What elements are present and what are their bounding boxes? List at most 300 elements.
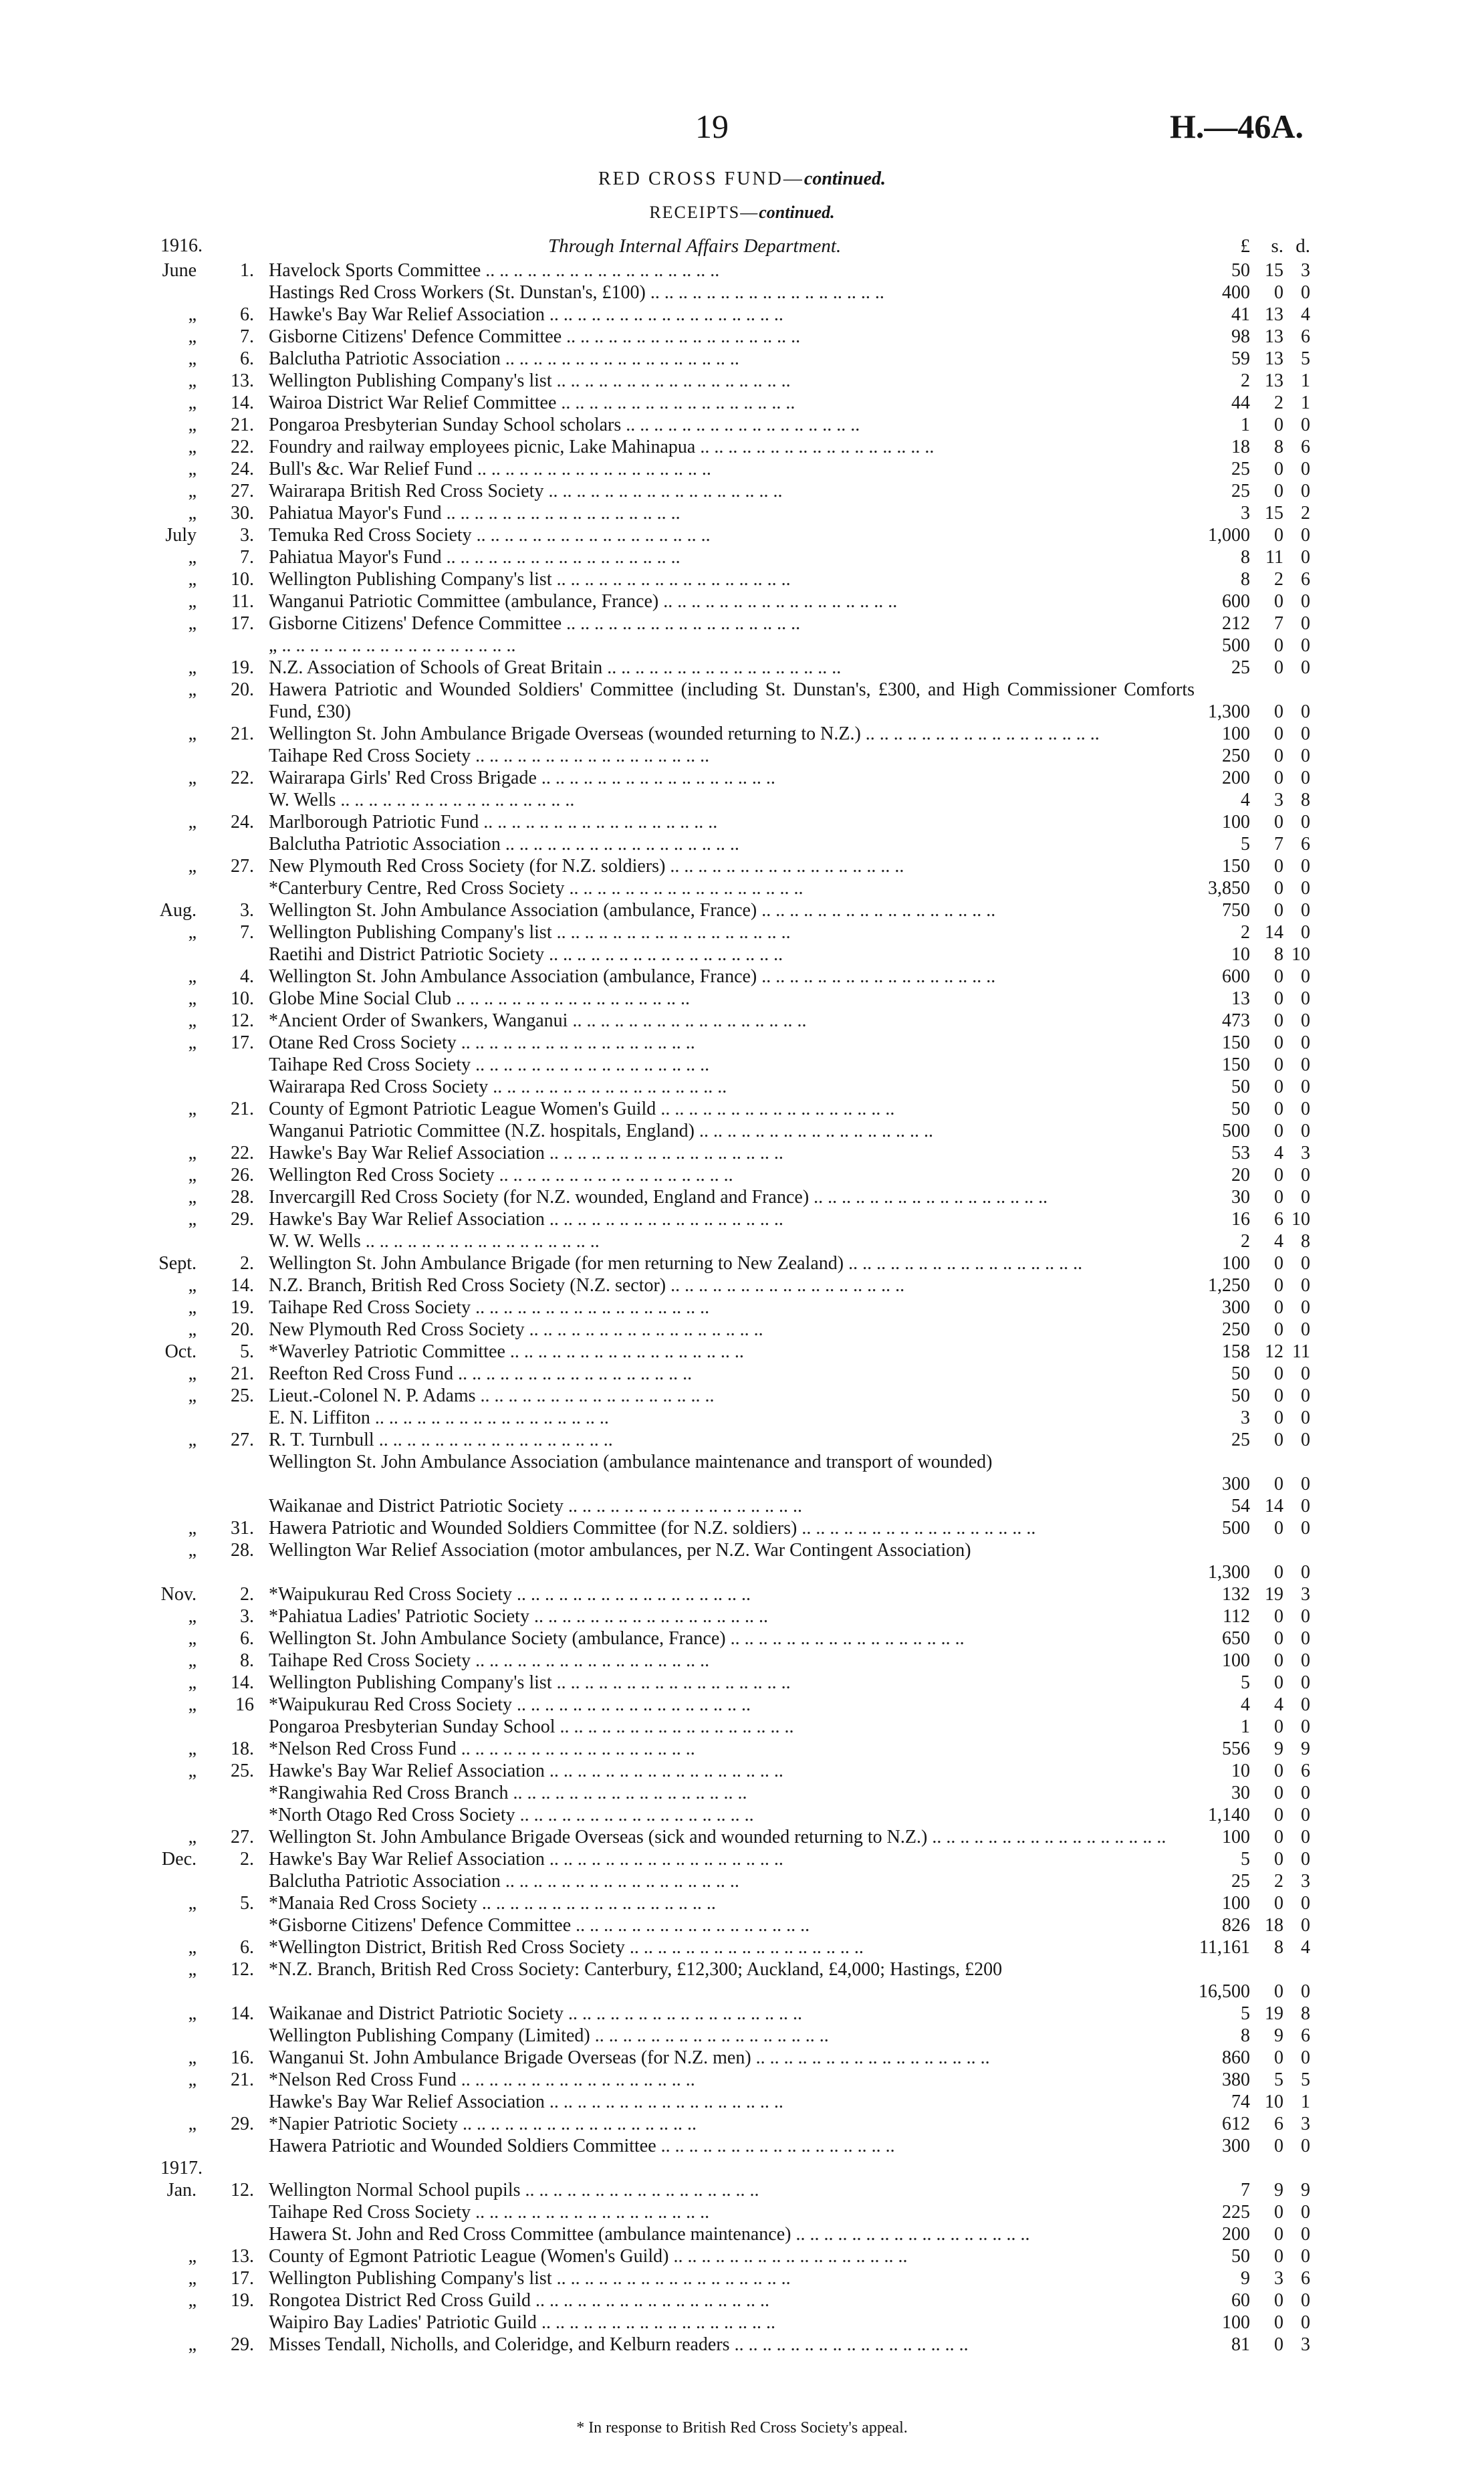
- shillings-cell: 11: [1265, 547, 1283, 568]
- pounds-cell: 2: [1241, 1231, 1250, 1252]
- shillings-cell: 14: [1265, 922, 1283, 943]
- pounds-cell: 826: [1222, 1915, 1250, 1936]
- pounds-cell: 1,250: [1208, 1275, 1250, 1296]
- day-cell: 6.: [240, 304, 254, 325]
- description-cell: Hawke's Bay War Relief Association .. .. .. .. .. .. .. .. .. .. .. .. .. .. .. .. ..: [269, 1761, 783, 1781]
- ledger-row: [134, 1297, 1310, 1319]
- ledger-row: [134, 2091, 1310, 2113]
- month-cell: „: [188, 1430, 197, 1450]
- description-cell: Wellington Publishing Company's list .. .. .. .. .. .. .. .. .. .. .. .. .. .. .. .. ..: [269, 922, 791, 943]
- pence-cell: 1: [1301, 370, 1310, 391]
- pence-cell: 3: [1301, 1143, 1310, 1163]
- description-cell: Globe Mine Social Club .. .. .. .. .. .. .. .. .. .. .. .. .. .. .. .. ..: [269, 988, 690, 1009]
- pence-header: d.: [1295, 235, 1310, 257]
- month-cell: July: [165, 525, 197, 546]
- shillings-cell: 0: [1274, 1716, 1283, 1737]
- pounds-header: £: [1240, 235, 1250, 257]
- pounds-cell: 3: [1241, 1407, 1250, 1428]
- ledger-row: [134, 2179, 1310, 2201]
- day-cell: 21.: [231, 1099, 254, 1119]
- pounds-cell: 60: [1231, 2290, 1250, 2311]
- pence-cell: 0: [1301, 1783, 1310, 1803]
- pounds-cell: 1,140: [1208, 1805, 1250, 1825]
- month-cell: „: [188, 1694, 197, 1715]
- pounds-cell: 2: [1241, 922, 1250, 943]
- month-cell: „: [188, 1959, 197, 1980]
- shillings-cell: 0: [1274, 1032, 1283, 1053]
- ledger-row: [134, 370, 1310, 392]
- ledger-row: [134, 679, 1310, 723]
- description-cell: Taihape Red Cross Society .. .. .. .. .. .. .. .. .. .. .. .. .. .. .. .. ..: [269, 1297, 710, 1318]
- ledger-row: [134, 612, 1310, 635]
- pence-cell: 0: [1301, 525, 1310, 546]
- pence-cell: 3: [1301, 2114, 1310, 2134]
- month-cell: „: [188, 2268, 197, 2289]
- pounds-cell: 4: [1241, 1694, 1250, 1715]
- shillings-cell: 0: [1274, 1165, 1283, 1186]
- pounds-cell: 612: [1222, 2114, 1250, 2134]
- month-cell: „: [188, 1650, 197, 1671]
- ledger-row: [134, 1164, 1310, 1186]
- description-cell: Wanganui Patriotic Committee (ambulance, France) .. .. .. .. .. .. .. .. .. .. .. .. .. .. .. .. ..: [269, 591, 898, 612]
- description-cell: Wairoa District War Relief Committee .. .. .. .. .. .. .. .. .. .. .. .. .. .. .. .. ..: [269, 392, 795, 413]
- description-cell: Hawke's Bay War Relief Association .. .. .. .. .. .. .. .. .. .. .. .. .. .. .. .. ..: [269, 1849, 783, 1870]
- description-cell: Hastings Red Cross Workers (St. Dunstan's, £100) .. .. .. .. .. .. .. .. .. .. .. .. .. .. .. .. ..: [269, 282, 884, 303]
- pounds-cell: 5: [1241, 1849, 1250, 1870]
- month-cell: „: [188, 856, 197, 877]
- year-label: 1917.: [160, 2158, 203, 2178]
- ledger-row: [134, 767, 1310, 789]
- shillings-cell: 2: [1274, 569, 1283, 590]
- ledger-row: [134, 1385, 1310, 1407]
- shillings-cell: 0: [1274, 1628, 1283, 1649]
- description-cell: *Napier Patriotic Society .. .. .. .. .. .. .. .. .. .. .. .. .. .. .. .. ..: [269, 2114, 697, 2134]
- ledger-row: [134, 789, 1310, 811]
- day-cell: 13.: [231, 2246, 254, 2267]
- day-cell: 31.: [231, 1518, 254, 1539]
- ledger-row: [134, 546, 1310, 568]
- ledger-row: [134, 1098, 1310, 1120]
- ledger-row: [134, 2289, 1310, 2312]
- shillings-cell: 8: [1274, 1937, 1283, 1958]
- shillings-cell: 6: [1274, 1209, 1283, 1230]
- description-cell: *Nelson Red Cross Fund .. .. .. .. .. .. .. .. .. .. .. .. .. .. .. .. ..: [269, 2069, 695, 2090]
- day-cell: 29.: [231, 2334, 254, 2355]
- month-cell: „: [188, 2069, 197, 2090]
- shillings-cell: 5: [1274, 2069, 1283, 2090]
- pounds-cell: 5: [1241, 1672, 1250, 1693]
- pounds-cell: 100: [1222, 1650, 1250, 1671]
- ledger-row: [134, 1716, 1310, 1738]
- month-cell: Oct.: [164, 1341, 197, 1362]
- day-cell: 19.: [231, 2290, 254, 2311]
- year-heading: [134, 2157, 1310, 2179]
- shillings-cell: 0: [1274, 878, 1283, 899]
- month-cell: „: [188, 1165, 197, 1186]
- page-subtitle: [0, 203, 1484, 223]
- pence-cell: 0: [1301, 1054, 1310, 1075]
- day-cell: 22.: [231, 437, 254, 457]
- description-cell: Wanganui Patriotic Committee (N.Z. hospitals, England) .. .. .. .. .. .. .. .. .. .. .. .. .. .. .. .. ..: [269, 1121, 933, 1141]
- ledger-row: [134, 502, 1310, 524]
- pounds-cell: 500: [1222, 635, 1250, 656]
- shillings-cell: 0: [1274, 2224, 1283, 2245]
- pence-cell: 6: [1301, 569, 1310, 590]
- month-cell: „: [188, 1672, 197, 1693]
- shillings-cell: 0: [1274, 1275, 1283, 1296]
- shillings-cell: 0: [1274, 1672, 1283, 1693]
- description-cell: E. N. Liffiton .. .. .. .. .. .. .. .. .. .. .. .. .. .. .. .. ..: [269, 1407, 609, 1428]
- month-cell: „: [188, 922, 197, 943]
- day-cell: 17.: [231, 1032, 254, 1053]
- ledger-row: [134, 281, 1310, 304]
- pounds-cell: 30: [1231, 1187, 1250, 1208]
- pounds-cell: 100: [1222, 812, 1250, 832]
- day-cell: 8.: [240, 1650, 254, 1671]
- pounds-cell: 11,161: [1199, 1937, 1250, 1958]
- pence-cell: 0: [1301, 1694, 1310, 1715]
- ledger-row: [134, 1738, 1310, 1760]
- description-cell: Pahiatua Mayor's Fund .. .. .. .. .. .. .. .. .. .. .. .. .. .. .. .. ..: [269, 503, 681, 524]
- month-cell: Sept.: [158, 1253, 197, 1274]
- shillings-cell: 2: [1274, 1871, 1283, 1892]
- ledger-row: [134, 2267, 1310, 2289]
- pence-cell: 0: [1301, 966, 1310, 987]
- ledger-row: [134, 1319, 1310, 1341]
- title-main: RED CROSS FUND—: [598, 168, 804, 189]
- description-cell: Misses Tendall, Nicholls, and Coleridge, and Kelburn readers .. .. .. .. .. .. .. .. .. .. .. .. .. .. .. .. ..: [269, 2334, 969, 2355]
- pounds-cell: 750: [1222, 900, 1250, 921]
- pence-cell: 0: [1301, 1518, 1310, 1539]
- month-cell: Nov.: [160, 1584, 197, 1605]
- day-cell: 27.: [231, 481, 254, 501]
- pounds-cell: 13: [1231, 988, 1250, 1009]
- pence-cell: 0: [1301, 2224, 1310, 2245]
- shillings-cell: 0: [1274, 1474, 1283, 1494]
- description-cell: Waikanae and District Patriotic Society .. .. .. .. .. .. .. .. .. .. .. .. .. .. .. .. ..: [269, 2003, 802, 2024]
- pence-cell: 6: [1301, 326, 1310, 347]
- pence-cell: 0: [1301, 282, 1310, 303]
- shillings-cell: 12: [1265, 1341, 1283, 1362]
- subtitle-main: RECEIPTS—: [649, 203, 759, 222]
- pence-cell: 0: [1301, 2136, 1310, 2156]
- description-cell: Pongaroa Presbyterian Sunday School .. .. .. .. .. .. .. .. .. .. .. .. .. .. .. .. ..: [269, 1716, 794, 1737]
- pounds-cell: 556: [1222, 1738, 1250, 1759]
- month-cell: „: [188, 348, 197, 369]
- month-cell: „: [188, 723, 197, 744]
- month-cell: „: [188, 1275, 197, 1296]
- day-cell: 18.: [231, 1738, 254, 1759]
- ledger-row: [134, 2047, 1310, 2069]
- description-cell: Otane Red Cross Society .. .. .. .. .. .. .. .. .. .. .. .. .. .. .. .. ..: [269, 1032, 695, 1053]
- pence-cell: 6: [1301, 2268, 1310, 2289]
- pounds-cell: 3: [1241, 503, 1250, 524]
- document-code: H.—46A.: [1170, 108, 1304, 145]
- month-cell: „: [188, 503, 197, 524]
- day-cell: 3.: [240, 900, 254, 921]
- pence-cell: 8: [1301, 790, 1310, 810]
- shillings-cell: 0: [1274, 1054, 1283, 1075]
- description-cell: Hawke's Bay War Relief Association .. .. .. .. .. .. .. .. .. .. .. .. .. .. .. .. ..: [269, 1143, 783, 1163]
- month-cell: „: [188, 1540, 197, 1561]
- shillings-cell: 0: [1274, 2246, 1283, 2267]
- pence-cell: 0: [1301, 878, 1310, 899]
- ledger-row: [134, 348, 1310, 370]
- ledger-row: [134, 392, 1310, 414]
- day-cell: 3.: [240, 525, 254, 546]
- ledger-row: [134, 2223, 1310, 2245]
- description-cell: Wellington St. John Ambulance Association (ambulance maintenance and transport of wounded): [269, 1452, 993, 1472]
- pounds-cell: 500: [1222, 1518, 1250, 1539]
- pounds-cell: 50: [1231, 1099, 1250, 1119]
- day-cell: 20.: [231, 679, 254, 700]
- description-cell: Lieut.-Colonel N. P. Adams .. .. .. .. .. .. .. .. .. .. .. .. .. .. .. .. ..: [269, 1385, 715, 1406]
- description-cell: Hawke's Bay War Relief Association .. .. .. .. .. .. .. .. .. .. .. .. .. .. .. .. ..: [269, 1209, 783, 1230]
- description-cell: W. Wells .. .. .. .. .. .. .. .. .. .. .. .. .. .. .. .. ..: [269, 790, 575, 810]
- description-cell: *Wellington District, British Red Cross Society .. .. .. .. .. .. .. .. .. .. .. .. .. .. .. .. ..: [269, 1937, 864, 1958]
- month-cell: „: [188, 1606, 197, 1627]
- pence-cell: 0: [1301, 1077, 1310, 1097]
- month-cell: „: [188, 1187, 197, 1208]
- month-cell: „: [188, 392, 197, 413]
- pence-cell: 5: [1301, 348, 1310, 369]
- pence-cell: 0: [1301, 1275, 1310, 1296]
- day-cell: 5.: [240, 1341, 254, 1362]
- shillings-cell: 19: [1265, 2003, 1283, 2024]
- shillings-cell: 0: [1274, 900, 1283, 921]
- pounds-cell: 25: [1231, 1430, 1250, 1450]
- shillings-cell: 0: [1274, 1121, 1283, 1141]
- pounds-cell: 20: [1231, 1165, 1250, 1186]
- month-cell: „: [188, 966, 197, 987]
- month-cell: June: [162, 260, 197, 281]
- day-cell: 6.: [240, 348, 254, 369]
- pounds-cell: 200: [1222, 768, 1250, 788]
- shillings-cell: 0: [1274, 1893, 1283, 1914]
- pence-cell: 4: [1301, 1937, 1310, 1958]
- shillings-cell: 10: [1265, 2092, 1283, 2112]
- description-cell: Wellington St. John Ambulance Brigade Overseas (wounded returning to N.Z.) .. .. .. .. .. .. .. .. .. .. .. .. .. .. .. .. ..: [269, 723, 1100, 744]
- day-cell: 19.: [231, 657, 254, 678]
- pounds-cell: 25: [1231, 481, 1250, 501]
- description-cell: *Gisborne Citizens' Defence Committee .. .. .. .. .. .. .. .. .. .. .. .. .. .. .. .. ..: [269, 1915, 810, 1936]
- day-cell: 24.: [231, 812, 254, 832]
- shillings-cell: 3: [1274, 2268, 1283, 2289]
- pence-cell: 0: [1301, 1474, 1310, 1494]
- ledger-row: [134, 1010, 1310, 1032]
- description-cell: Wellington Publishing Company (Limited) .. .. .. .. .. .. .. .. .. .. .. .. .. .. .. .. ..: [269, 2025, 829, 2046]
- description-cell: *Waipukurau Red Cross Society .. .. .. .. .. .. .. .. .. .. .. .. .. .. .. .. ..: [269, 1584, 751, 1605]
- pounds-cell: 50: [1231, 1077, 1250, 1097]
- description-cell: Pongaroa Presbyterian Sunday School scholars .. .. .. .. .. .. .. .. .. .. .. .. .. .. .. .. ..: [269, 415, 860, 435]
- ledger-row: [134, 2135, 1310, 2157]
- pounds-cell: 158: [1222, 1341, 1250, 1362]
- description-cell: Taihape Red Cross Society .. .. .. .. .. .. .. .. .. .. .. .. .. .. .. .. ..: [269, 2202, 710, 2223]
- pounds-cell: 8: [1241, 547, 1250, 568]
- day-cell: 16.: [231, 2047, 254, 2068]
- day-cell: 17.: [231, 2268, 254, 2289]
- ledger-row: [134, 2003, 1310, 2025]
- pence-cell: 0: [1301, 635, 1310, 656]
- pounds-cell: 860: [1222, 2047, 1250, 2068]
- shillings-cell: 0: [1274, 1650, 1283, 1671]
- pence-cell: 11: [1292, 1341, 1310, 1362]
- pence-cell: 10: [1291, 1209, 1310, 1230]
- pounds-cell: 50: [1231, 1363, 1250, 1384]
- day-cell: 7.: [240, 326, 254, 347]
- shillings-cell: 19: [1265, 1584, 1283, 1605]
- pence-cell: 8: [1301, 1231, 1310, 1252]
- pence-cell: 0: [1301, 1496, 1310, 1516]
- ledger-row: [134, 1826, 1310, 1848]
- pounds-cell: 100: [1222, 1827, 1250, 1847]
- ledger-row: [134, 1848, 1310, 1870]
- ledger-row: [134, 988, 1310, 1010]
- shillings-cell: 18: [1265, 1915, 1283, 1936]
- pounds-cell: 600: [1222, 591, 1250, 612]
- pence-cell: 10: [1291, 944, 1310, 965]
- month-cell: „: [188, 437, 197, 457]
- pounds-cell: 300: [1222, 1297, 1250, 1318]
- description-cell: Rongotea District Red Cross Guild .. .. .. .. .. .. .. .. .. .. .. .. .. .. .. .. ..: [269, 2290, 769, 2311]
- ledger-row: [134, 877, 1310, 899]
- shillings-cell: 0: [1274, 2312, 1283, 2333]
- description-cell: Wairarapa Girls' Red Cross Brigade .. .. .. .. .. .. .. .. .. .. .. .. .. .. .. .. ..: [269, 768, 775, 788]
- day-cell: 14.: [231, 2003, 254, 2024]
- title-continued: continued.: [803, 168, 886, 189]
- description-cell: Balclutha Patriotic Association .. .. .. .. .. .. .. .. .. .. .. .. .. .. .. .. ..: [269, 834, 739, 855]
- month-cell: „: [188, 2114, 197, 2134]
- month-cell: „: [188, 415, 197, 435]
- section-title: Through Internal Affairs Department.: [548, 235, 842, 257]
- pence-cell: 1: [1301, 392, 1310, 413]
- month-cell: „: [188, 370, 197, 391]
- pence-cell: 0: [1301, 723, 1310, 744]
- ledger-row: [134, 1363, 1310, 1385]
- pounds-cell: 4: [1241, 790, 1250, 810]
- pounds-cell: 200: [1222, 2224, 1250, 2245]
- day-cell: 6.: [240, 1937, 254, 1958]
- month-cell: „: [188, 459, 197, 479]
- pence-cell: 6: [1301, 437, 1310, 457]
- day-cell: 21.: [231, 415, 254, 435]
- description-cell: Taihape Red Cross Society .. .. .. .. .. .. .. .. .. .. .. .. .. .. .. .. ..: [269, 1650, 710, 1671]
- pence-cell: 6: [1301, 2025, 1310, 2046]
- pounds-cell: 100: [1222, 1253, 1250, 1274]
- ledger-row: [134, 2334, 1310, 2356]
- shillings-cell: 7: [1274, 834, 1283, 855]
- shillings-cell: 0: [1274, 1562, 1283, 1583]
- pounds-cell: 41: [1231, 304, 1250, 325]
- pence-cell: 0: [1301, 1319, 1310, 1340]
- pence-cell: 0: [1301, 2312, 1310, 2333]
- shillings-cell: 15: [1265, 503, 1283, 524]
- month-cell: „: [188, 547, 197, 568]
- ledger-row: [134, 1804, 1310, 1826]
- ledger-row: [134, 1517, 1310, 1539]
- pounds-cell: 2: [1241, 370, 1250, 391]
- shillings-cell: 0: [1274, 746, 1283, 766]
- ledger-row: [134, 1341, 1310, 1363]
- description-cell: Raetihi and District Patriotic Society .. .. .. .. .. .. .. .. .. .. .. .. .. .. .. .. ..: [269, 944, 783, 965]
- ledger-row: [134, 304, 1310, 326]
- shillings-cell: 0: [1274, 2136, 1283, 2156]
- description-cell: Pahiatua Mayor's Fund .. .. .. .. .. .. .. .. .. .. .. .. .. .. .. .. ..: [269, 547, 681, 568]
- ledger-row: [134, 1120, 1310, 1142]
- description-cell: Reefton Red Cross Fund .. .. .. .. .. .. .. .. .. .. .. .. .. .. .. .. ..: [269, 1363, 693, 1384]
- month-cell: „: [188, 1738, 197, 1759]
- pence-cell: 0: [1301, 1716, 1310, 1737]
- pence-cell: 3: [1301, 1871, 1310, 1892]
- ledger-row: [134, 259, 1310, 281]
- day-cell: 14.: [231, 1275, 254, 1296]
- day-cell: 7.: [240, 547, 254, 568]
- pence-cell: 0: [1301, 1010, 1310, 1031]
- description-cell: Wellington St. John Ambulance Society (ambulance, France) .. .. .. .. .. .. .. .. .. .. .. .. .. .. .. .. ..: [269, 1628, 965, 1649]
- month-cell: „: [188, 988, 197, 1009]
- month-cell: „: [188, 768, 197, 788]
- description-cell: Wellington St. John Ambulance Brigade Overseas (sick and wounded returning to N.Z.) .. .. .. .. .. .. .. .. .. .. .. .. .. .. .. .. ..: [269, 1827, 1166, 1847]
- day-cell: 16: [235, 1694, 254, 1715]
- pounds-cell: 98: [1231, 326, 1250, 347]
- pence-cell: 0: [1301, 1297, 1310, 1318]
- description-cell: Invercargill Red Cross Society (for N.Z. wounded, England and France) .. .. .. .. .. .. .. .. .. .. .. .. .. .. .. .. ..: [269, 1187, 1048, 1208]
- description-cell: Wellington St. John Ambulance Brigade (for men returning to New Zealand) .. .. .. .. .. .. .. .. .. .. .. .. .. .. .. .. ..: [269, 1253, 1083, 1274]
- ledger-row: [134, 590, 1310, 612]
- ledger-table: [134, 259, 1310, 2356]
- ledger-row: [134, 635, 1310, 657]
- day-cell: 21.: [231, 2069, 254, 2090]
- month-cell: „: [188, 2290, 197, 2311]
- pence-cell: 1: [1301, 2092, 1310, 2112]
- ledger-row: [134, 1627, 1310, 1650]
- description-cell: Wellington Publishing Company's list .. .. .. .. .. .. .. .. .. .. .. .. .. .. .. .. ..: [269, 2268, 791, 2289]
- month-cell: „: [188, 1032, 197, 1053]
- ledger-row: [134, 1186, 1310, 1208]
- pence-cell: 0: [1301, 2246, 1310, 2267]
- description-cell: *Rangiwahia Red Cross Branch .. .. .. .. .. .. .. .. .. .. .. .. .. .. .. .. ..: [269, 1783, 747, 1803]
- description-cell: Marlborough Patriotic Fund .. .. .. .. .. .. .. .. .. .. .. .. .. .. .. .. ..: [269, 812, 718, 832]
- pounds-cell: 380: [1222, 2069, 1250, 2090]
- shillings-cell: 9: [1274, 2025, 1283, 2046]
- shillings-cell: 0: [1274, 1187, 1283, 1208]
- pounds-cell: 225: [1222, 2202, 1250, 2223]
- subtitle-continued: continued.: [759, 203, 835, 222]
- month-cell: „: [188, 2047, 197, 2068]
- pence-cell: 0: [1301, 900, 1310, 921]
- description-cell: Wellington Publishing Company's list .. .. .. .. .. .. .. .. .. .. .. .. .. .. .. .. ..: [269, 1672, 791, 1693]
- day-cell: 29.: [231, 1209, 254, 1230]
- description-cell: *Manaia Red Cross Society .. .. .. .. .. .. .. .. .. .. .. .. .. .. .. .. ..: [269, 1893, 716, 1914]
- ledger-row: [134, 458, 1310, 480]
- day-cell: 21.: [231, 1363, 254, 1384]
- shillings-cell: 0: [1274, 657, 1283, 678]
- pence-cell: 0: [1301, 1915, 1310, 1936]
- shillings-cell: 8: [1274, 944, 1283, 965]
- pounds-cell: 1,300: [1208, 701, 1250, 722]
- shillings-cell: 4: [1274, 1143, 1283, 1163]
- ledger-row: [134, 723, 1310, 745]
- description-cell: N.Z. Association of Schools of Great Britain .. .. .. .. .. .. .. .. .. .. .. .. .. .. .. .. ..: [269, 657, 842, 678]
- day-cell: 27.: [231, 856, 254, 877]
- shillings-cell: 0: [1274, 1805, 1283, 1825]
- month-cell: „: [188, 1761, 197, 1781]
- pence-cell: 0: [1301, 988, 1310, 1009]
- day-cell: 3.: [240, 1606, 254, 1627]
- pounds-cell: 300: [1222, 2136, 1250, 2156]
- day-cell: 2.: [240, 1849, 254, 1870]
- shillings-cell: 0: [1274, 635, 1283, 656]
